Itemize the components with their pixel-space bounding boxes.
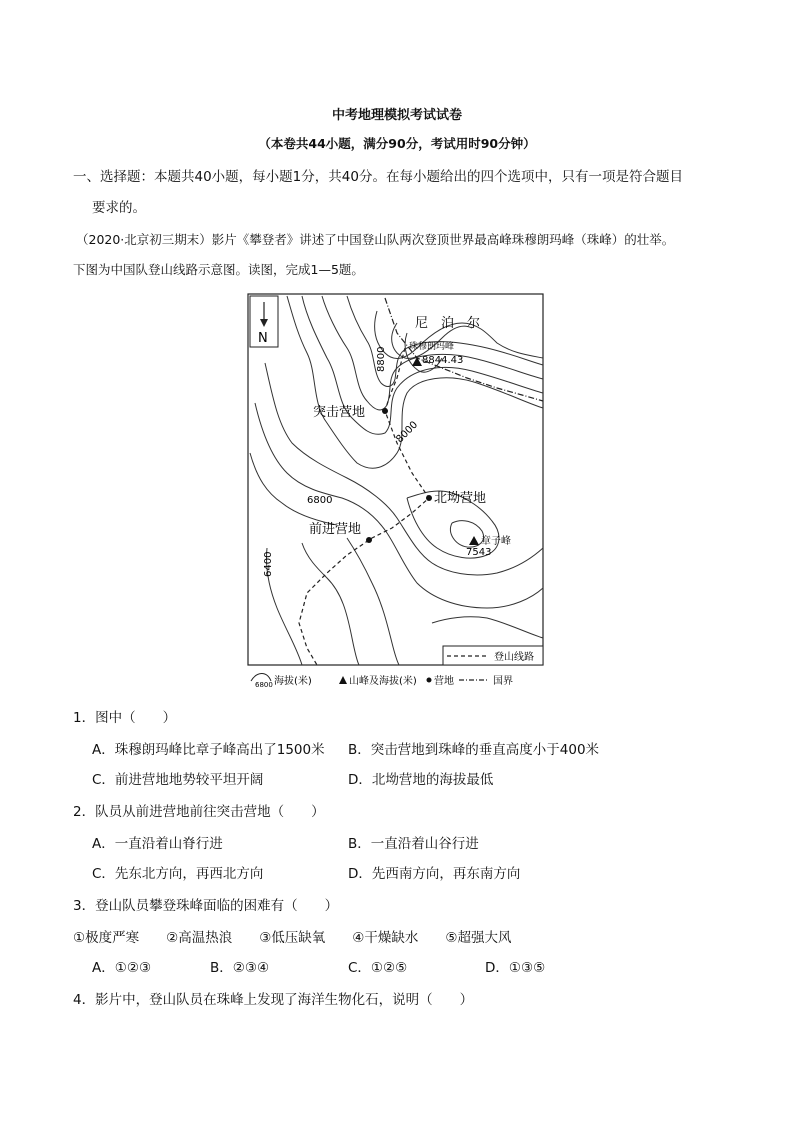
question-2-option-b: B．一直沿着山谷行进: [348, 836, 479, 852]
legend-camp-label: 营地: [434, 676, 454, 687]
map-legend: [251, 674, 513, 690]
question-2-option-a: A．一直沿着山脊行进: [92, 836, 223, 852]
legend-peak-marker: [339, 676, 347, 684]
question-3-option-c: C．①②⑤: [348, 960, 408, 976]
question-4-stem: 4．影片中，登山队员在珠峰上发现了海洋生物化石，说明（ ）: [73, 992, 474, 1008]
camp-north-col-marker: [426, 495, 432, 501]
camp-advance-label: 前进营地: [309, 522, 362, 537]
passage-intro-cont: 下图为中国队登山线路示意图。读图，完成1—5题。: [73, 262, 364, 277]
camp-advance-marker: [366, 537, 372, 543]
question-3-option-b: B．②③④: [210, 960, 270, 976]
legend-contour-value: 6800: [255, 681, 273, 689]
legend-contour-label: 海拔(米): [274, 676, 312, 687]
north-label: N: [258, 331, 268, 346]
question-3-items: ①极度严寒 ②高温热浪 ③低压缺氧 ④干燥缺水 ⑤超强大风: [73, 930, 512, 946]
exam-subtitle: （本卷共44小题，满分90分，考试用时90分钟）: [258, 136, 536, 151]
route-map: [247, 293, 547, 693]
camp-assault-marker: [382, 408, 388, 414]
question-2-option-d: D．先西南方向，再东南方向: [348, 866, 521, 882]
question-1-option-d: D．北坳营地的海拔最低: [348, 772, 494, 788]
legend-peak-label: 山峰及海拔(米): [349, 676, 417, 687]
peak1-name: 珠穆朗玛峰: [409, 342, 455, 352]
route-legend-label: 登山线路: [494, 652, 534, 663]
question-1-option-b: B．突击营地到珠峰的垂直高度小于400米: [348, 742, 600, 758]
question-1-stem: 1．图中（ ）: [73, 710, 177, 726]
legend-border-label: 国界: [493, 676, 513, 687]
question-1-option-c: C．前进营地地势较平坦开阔: [92, 772, 264, 788]
peak2-name: 章子峰: [481, 536, 511, 547]
question-3-option-d: D．①③⑤: [485, 960, 546, 976]
north-arrow: [250, 296, 278, 347]
legend-camp-marker: [427, 678, 432, 683]
section-instruction-cont: 要求的。: [92, 200, 146, 216]
route-legend: [443, 646, 543, 665]
nepal-label: 尼 泊 尔: [415, 316, 481, 331]
camp-assault-label: 突击营地: [313, 405, 366, 420]
peak1-elevation: 8844.43: [422, 355, 464, 366]
contour-label-8800: 8800: [376, 346, 387, 372]
question-2-stem: 2．队员从前进营地前往突击营地（ ）: [73, 804, 325, 820]
question-3-option-a: A．①②③: [92, 960, 152, 976]
contour-label-6800: 6800: [307, 495, 333, 506]
camp-north-col-label: 北坳营地: [434, 491, 487, 506]
exam-title: 中考地理模拟考试试卷: [331, 108, 462, 123]
contour-label-6400: 6400: [263, 551, 274, 577]
question-1-option-a: A．珠穆朗玛峰比章子峰高出了1500米: [92, 742, 325, 758]
question-3-stem: 3．登山队员攀登珠峰面临的困难有（ ）: [73, 898, 339, 914]
question-2-option-c: C．先东北方向，再西北方向: [92, 866, 264, 882]
peak2-elevation: 7543: [466, 547, 492, 558]
section-instruction: 一、选择题：本题共40小题，每小题1分，共40分。在每小题给出的四个选项中，只有一项是符合题目: [73, 169, 683, 185]
contour-label-8000: 8000: [394, 419, 421, 446]
passage-intro: （2020·北京初三期末）影片《攀登者》讲述了中国登山队两次登顶世界最高峰珠穆朗玛峰（珠峰）的壮举。: [76, 232, 675, 247]
